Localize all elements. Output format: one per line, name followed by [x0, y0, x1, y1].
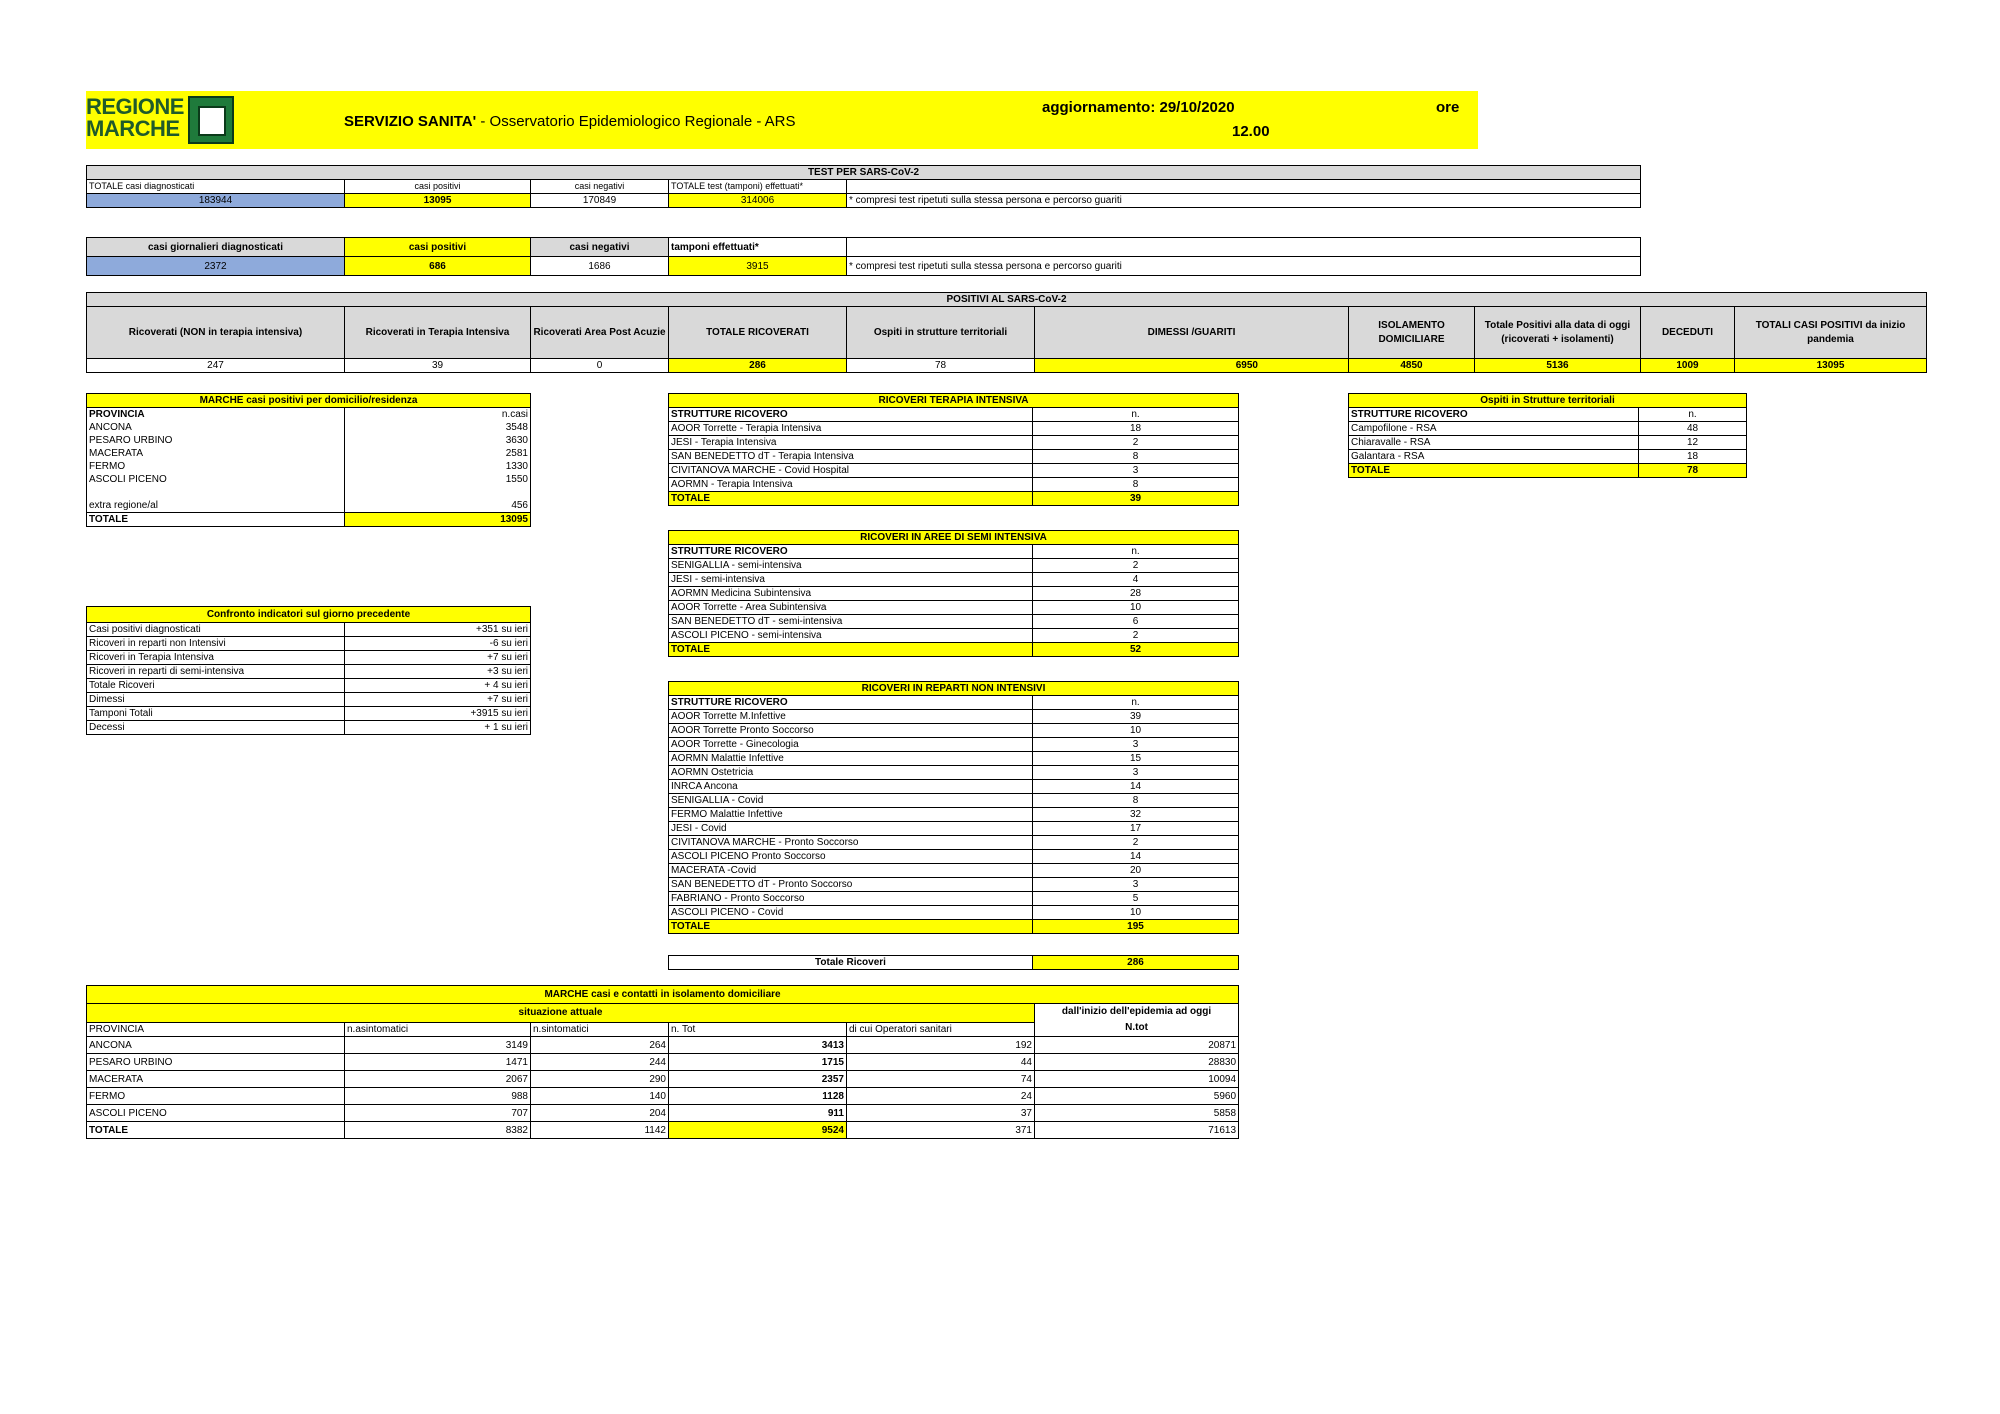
- time-label: ore: [1436, 99, 1460, 116]
- ospiti-col2: n.: [1639, 408, 1747, 422]
- province-total-label: TOTALE: [87, 513, 345, 527]
- confronto-value: + 4 su ieri: [345, 679, 531, 693]
- totale-ricoveri-table: [668, 955, 1239, 970]
- positivi-value-3: 286: [669, 359, 847, 373]
- non-intensivi-name: JESI - Covid: [669, 822, 1033, 836]
- positivi-value-0: 247: [87, 359, 345, 373]
- positivi-value-5: 6950: [1035, 359, 1349, 373]
- isolamento-cell: 192: [847, 1037, 1035, 1054]
- isolamento-table: [86, 985, 1239, 1139]
- semi-value: 4: [1033, 573, 1239, 587]
- non-intensivi-value: 2: [1033, 836, 1239, 850]
- non-intensivi-table: [668, 681, 1239, 934]
- isolamento-cell: 140: [531, 1088, 669, 1105]
- non-intensivi-total-value: 195: [1033, 920, 1239, 934]
- province-col2: n.casi: [345, 408, 531, 422]
- non-intensivi-value: 15: [1033, 752, 1239, 766]
- confronto-value: +3 su ieri: [345, 665, 531, 679]
- semi-table: [668, 530, 1239, 657]
- confronto-label: Decessi: [87, 721, 345, 735]
- semi-name: AOOR Torrette - Area Subintensiva: [669, 601, 1033, 615]
- province-value: 3548: [345, 421, 531, 434]
- province-name: ANCONA: [87, 421, 345, 434]
- update-date: aggiornamento: 29/10/2020: [1042, 99, 1235, 116]
- non-intensivi-value: 39: [1033, 710, 1239, 724]
- isolamento-cell: 290: [531, 1071, 669, 1088]
- regione-marche-logo: [86, 96, 184, 140]
- isolamento-total-cell: 71613: [1035, 1122, 1239, 1139]
- terapia-value: 3: [1033, 464, 1239, 478]
- confronto-label: Casi positivi diagnosticati: [87, 623, 345, 637]
- semi-col2: n.: [1033, 545, 1239, 559]
- daily-negative-value: 1686: [531, 257, 669, 276]
- province-value: 1330: [345, 460, 531, 473]
- isolamento-cell: 264: [531, 1037, 669, 1054]
- isolamento-cell: MACERATA: [87, 1071, 345, 1088]
- non-intensivi-name: AOOR Torrette M.Infettive: [669, 710, 1033, 724]
- non-intensivi-value: 8: [1033, 794, 1239, 808]
- observatory-name: - Osservatorio Epidemiologico Regionale - ARS: [476, 113, 796, 130]
- province-title: MARCHE casi positivi per domicilio/residenza: [87, 394, 531, 408]
- isolamento-situazione: situazione attuale: [87, 1004, 1035, 1023]
- province-extra-label: extra regione/al: [87, 499, 345, 513]
- non-intensivi-name: INRCA Ancona: [669, 780, 1033, 794]
- ospiti-name: Campofilone - RSA: [1349, 422, 1639, 436]
- positivi-value-6: 4850: [1349, 359, 1475, 373]
- semi-total-label: TOTALE: [669, 643, 1033, 657]
- non-intensivi-name: AORMN Ostetricia: [669, 766, 1033, 780]
- province-value: 1550: [345, 473, 531, 486]
- tests-table: [86, 165, 1641, 208]
- tests-total-value: 183944: [87, 194, 345, 208]
- ospiti-name: Chiaravalle - RSA: [1349, 436, 1639, 450]
- non-intensivi-value: 3: [1033, 738, 1239, 752]
- isolamento-cell: 2067: [345, 1071, 531, 1088]
- isolamento-cell: 44: [847, 1054, 1035, 1071]
- non-intensivi-value: 20: [1033, 864, 1239, 878]
- isolamento-header-ntot: N.tot: [1125, 1022, 1148, 1033]
- ospiti-title: Ospiti in Strutture territoriali: [1349, 394, 1747, 408]
- isolamento-cell: 74: [847, 1071, 1035, 1088]
- non-intensivi-total-label: TOTALE: [669, 920, 1033, 934]
- isolamento-cell: 10094: [1035, 1071, 1239, 1088]
- terapia-total-label: TOTALE: [669, 492, 1033, 506]
- confronto-label: Totale Ricoveri: [87, 679, 345, 693]
- non-intensivi-name: SAN BENEDETTO dT - Pronto Soccorso: [669, 878, 1033, 892]
- positivi-value-9: 13095: [1735, 359, 1927, 373]
- daily-header-positive: casi positivi: [345, 238, 531, 257]
- province-name: FERMO: [87, 460, 345, 473]
- confronto-label: Ricoveri in Terapia Intensiva: [87, 651, 345, 665]
- non-intensivi-value: 5: [1033, 892, 1239, 906]
- semi-name: AORMN Medicina Subintensiva: [669, 587, 1033, 601]
- semi-value: 10: [1033, 601, 1239, 615]
- confronto-label: Tamponi Totali: [87, 707, 345, 721]
- isolamento-cell: 911: [669, 1105, 847, 1122]
- isolamento-header: n.asintomatici: [345, 1022, 531, 1036]
- isolamento-cell: 24: [847, 1088, 1035, 1105]
- daily-positive-value: 686: [345, 257, 531, 276]
- province-value: 2581: [345, 447, 531, 460]
- isolamento-header: PROVINCIA: [87, 1022, 345, 1036]
- terapia-name: CIVITANOVA MARCHE - Covid Hospital: [669, 464, 1033, 478]
- daily-note: * compresi test ripetuti sulla stessa persona e percorso guariti: [847, 257, 1641, 276]
- confronto-title: Confronto indicatori sul giorno precedente: [87, 607, 531, 623]
- confronto-value: +7 su ieri: [345, 651, 531, 665]
- non-intensivi-name: FABRIANO - Pronto Soccorso: [669, 892, 1033, 906]
- ospiti-col1: STRUTTURE RICOVERO: [1349, 408, 1639, 422]
- province-value: 3630: [345, 434, 531, 447]
- logo-line1: REGIONE: [86, 94, 184, 119]
- isolamento-cell: 3149: [345, 1037, 531, 1054]
- terapia-title: RICOVERI TERAPIA INTENSIVA: [669, 394, 1239, 408]
- semi-col1: STRUTTURE RICOVERO: [669, 545, 1033, 559]
- confronto-label: Dimessi: [87, 693, 345, 707]
- isolamento-header: di cui Operatori sanitari: [847, 1022, 1035, 1036]
- positivi-value-4: 78: [847, 359, 1035, 373]
- province-extra-value: 456: [345, 499, 531, 513]
- isolamento-total-cell: 8382: [345, 1122, 531, 1139]
- tests-swabs-value: 314006: [669, 194, 847, 208]
- isolamento-cell: FERMO: [87, 1088, 345, 1105]
- terapia-name: AORMN - Terapia Intensiva: [669, 478, 1033, 492]
- daily-swabs-value: 3915: [669, 257, 847, 276]
- province-name: PESARO URBINO: [87, 434, 345, 447]
- positivi-header-0: Ricoverati (NON in terapia intensiva): [87, 307, 345, 359]
- non-intensivi-value: 3: [1033, 878, 1239, 892]
- semi-title: RICOVERI IN AREE DI SEMI INTENSIVA: [669, 531, 1239, 545]
- non-intensivi-name: AOOR Torrette Pronto Soccorso: [669, 724, 1033, 738]
- isolamento-epidemia-label: dall'inizio dell'epidemia ad oggi: [1061, 1006, 1212, 1017]
- isolamento-cell: 20871: [1035, 1037, 1239, 1054]
- terapia-value: 8: [1033, 478, 1239, 492]
- terapia-name: AOOR Torrette - Terapia Intensiva: [669, 422, 1033, 436]
- non-intensivi-value: 32: [1033, 808, 1239, 822]
- totale-ricoveri-value: 286: [1033, 956, 1239, 970]
- positivi-header-6: ISOLAMENTO DOMICILIARE: [1349, 307, 1475, 359]
- tests-header-negative: casi negativi: [531, 180, 669, 194]
- non-intensivi-value: 17: [1033, 822, 1239, 836]
- tests-header-swabs: TOTALE test (tamponi) effettuati*: [669, 180, 847, 194]
- province-col1: PROVINCIA: [87, 408, 345, 422]
- service-title: [344, 113, 796, 130]
- ospiti-value: 48: [1639, 422, 1747, 436]
- isolamento-cell: ASCOLI PICENO: [87, 1105, 345, 1122]
- isolamento-cell: 28830: [1035, 1054, 1239, 1071]
- isolamento-cell: 244: [531, 1054, 669, 1071]
- confronto-label: Ricoveri in reparti non Intensivi: [87, 637, 345, 651]
- positivi-header-3: TOTALE RICOVERATI: [669, 307, 847, 359]
- province-name: MACERATA: [87, 447, 345, 460]
- terapia-value: 8: [1033, 450, 1239, 464]
- semi-total-value: 52: [1033, 643, 1239, 657]
- isolamento-total-cell: 371: [847, 1122, 1035, 1139]
- ospiti-total-label: TOTALE: [1349, 464, 1639, 478]
- non-intensivi-name: FERMO Malattie Infettive: [669, 808, 1033, 822]
- positivi-header-4: Ospiti in strutture territoriali: [847, 307, 1035, 359]
- terapia-col1: STRUTTURE RICOVERO: [669, 408, 1033, 422]
- confronto-value: +3915 su ieri: [345, 707, 531, 721]
- isolamento-cell: 1471: [345, 1054, 531, 1071]
- isolamento-cell: PESARO URBINO: [87, 1054, 345, 1071]
- region-crest-icon: [188, 96, 234, 144]
- semi-name: ASCOLI PICENO - semi-intensiva: [669, 629, 1033, 643]
- positivi-header-1: Ricoverati in Terapia Intensiva: [345, 307, 531, 359]
- isolamento-cell: 988: [345, 1088, 531, 1105]
- positivi-value-2: 0: [531, 359, 669, 373]
- ospiti-total-value: 78: [1639, 464, 1747, 478]
- non-intensivi-value: 10: [1033, 906, 1239, 920]
- province-name: ASCOLI PICENO: [87, 473, 345, 486]
- terapia-name: JESI - Terapia Intensiva: [669, 436, 1033, 450]
- non-intensivi-col1: STRUTTURE RICOVERO: [669, 696, 1033, 710]
- tests-note: * compresi test ripetuti sulla stessa persona e percorso guariti: [847, 194, 1641, 208]
- positivi-header-2: Ricoverati Area Post Acuzie: [531, 307, 669, 359]
- isolamento-total-cell: 1142: [531, 1122, 669, 1139]
- semi-name: SAN BENEDETTO dT - semi-intensiva: [669, 615, 1033, 629]
- ospiti-value: 12: [1639, 436, 1747, 450]
- province-table: [86, 393, 531, 527]
- confronto-value: + 1 su ieri: [345, 721, 531, 735]
- positivi-header-9: TOTALI CASI POSITIVI da inizio pandemia: [1735, 307, 1927, 359]
- confronto-label: Ricoveri in reparti di semi-intensiva: [87, 665, 345, 679]
- totale-ricoveri-label: Totale Ricoveri: [669, 956, 1033, 970]
- daily-header-cases: casi giornalieri diagnosticati: [87, 238, 345, 257]
- tests-negative-value: 170849: [531, 194, 669, 208]
- non-intensivi-value: 14: [1033, 850, 1239, 864]
- non-intensivi-name: SENIGALLIA - Covid: [669, 794, 1033, 808]
- semi-name: JESI - semi-intensiva: [669, 573, 1033, 587]
- terapia-col2: n.: [1033, 408, 1239, 422]
- semi-name: SENIGALLIA - semi-intensiva: [669, 559, 1033, 573]
- isolamento-header: n. Tot: [669, 1022, 847, 1036]
- province-total-value: 13095: [345, 513, 531, 527]
- confronto-table: [86, 606, 531, 735]
- semi-value: 28: [1033, 587, 1239, 601]
- isolamento-cell: 37: [847, 1105, 1035, 1122]
- tests-positive-value: 13095: [345, 194, 531, 208]
- confronto-value: +7 su ieri: [345, 693, 531, 707]
- ospiti-value: 18: [1639, 450, 1747, 464]
- positivi-title: POSITIVI AL SARS-CoV-2: [87, 293, 1927, 307]
- isolamento-cell: 2357: [669, 1071, 847, 1088]
- non-intensivi-value: 14: [1033, 780, 1239, 794]
- isolamento-header: n.sintomatici: [531, 1022, 669, 1036]
- confronto-value: -6 su ieri: [345, 637, 531, 651]
- isolamento-total-cell: 9524: [669, 1122, 847, 1139]
- non-intensivi-name: AORMN Malattie Infettive: [669, 752, 1033, 766]
- isolamento-cell: 1715: [669, 1054, 847, 1071]
- isolamento-epidemia: [1035, 1004, 1239, 1037]
- non-intensivi-name: MACERATA -Covid: [669, 864, 1033, 878]
- isolamento-cell: 3413: [669, 1037, 847, 1054]
- non-intensivi-title: RICOVERI IN REPARTI NON INTENSIVI: [669, 682, 1239, 696]
- isolamento-cell: 5858: [1035, 1105, 1239, 1122]
- ospiti-table: [1348, 393, 1747, 478]
- terapia-name: SAN BENEDETTO dT - Terapia Intensiva: [669, 450, 1033, 464]
- semi-value: 2: [1033, 559, 1239, 573]
- isolamento-cell: 1128: [669, 1088, 847, 1105]
- terapia-total-value: 39: [1033, 492, 1239, 506]
- daily-table: [86, 237, 1641, 276]
- positivi-value-8: 1009: [1641, 359, 1735, 373]
- isolamento-cell: 204: [531, 1105, 669, 1122]
- terapia-value: 2: [1033, 436, 1239, 450]
- non-intensivi-col2: n.: [1033, 696, 1239, 710]
- non-intensivi-name: AOOR Torrette - Ginecologia: [669, 738, 1033, 752]
- service-name: SERVIZIO SANITA': [344, 113, 477, 130]
- positivi-header-7: Totale Positivi alla data di oggi (ricoverati + isolamenti): [1475, 307, 1641, 359]
- positivi-value-7: 5136: [1475, 359, 1641, 373]
- semi-value: 2: [1033, 629, 1239, 643]
- update-time: 12.00: [1232, 123, 1270, 140]
- isolamento-cell: 707: [345, 1105, 531, 1122]
- ospiti-name: Galantara - RSA: [1349, 450, 1639, 464]
- terapia-value: 18: [1033, 422, 1239, 436]
- non-intensivi-value: 3: [1033, 766, 1239, 780]
- tests-title: TEST PER SARS-CoV-2: [87, 166, 1641, 180]
- positivi-header-8: DECEDUTI: [1641, 307, 1735, 359]
- positivi-table: [86, 292, 1927, 373]
- positivi-value-1: 39: [345, 359, 531, 373]
- isolamento-title: MARCHE casi e contatti in isolamento domiciliare: [87, 986, 1239, 1004]
- isolamento-total-cell: TOTALE: [87, 1122, 345, 1139]
- non-intensivi-value: 10: [1033, 724, 1239, 738]
- report-header: [86, 91, 1478, 149]
- non-intensivi-name: ASCOLI PICENO Pronto Soccorso: [669, 850, 1033, 864]
- isolamento-cell: ANCONA: [87, 1037, 345, 1054]
- daily-header-swabs: tamponi effettuati*: [669, 238, 847, 257]
- isolamento-cell: 5960: [1035, 1088, 1239, 1105]
- non-intensivi-name: CIVITANOVA MARCHE - Pronto Soccorso: [669, 836, 1033, 850]
- tests-header-total: TOTALE casi diagnosticati: [87, 180, 345, 194]
- positivi-header-5: DIMESSI /GUARITI: [1035, 307, 1349, 359]
- semi-value: 6: [1033, 615, 1239, 629]
- confronto-value: +351 su ieri: [345, 623, 531, 637]
- terapia-table: [668, 393, 1239, 506]
- daily-header-negative: casi negativi: [531, 238, 669, 257]
- logo-line2: MARCHE: [86, 116, 180, 141]
- tests-header-positive: casi positivi: [345, 180, 531, 194]
- daily-cases-value: 2372: [87, 257, 345, 276]
- non-intensivi-name: ASCOLI PICENO - Covid: [669, 906, 1033, 920]
